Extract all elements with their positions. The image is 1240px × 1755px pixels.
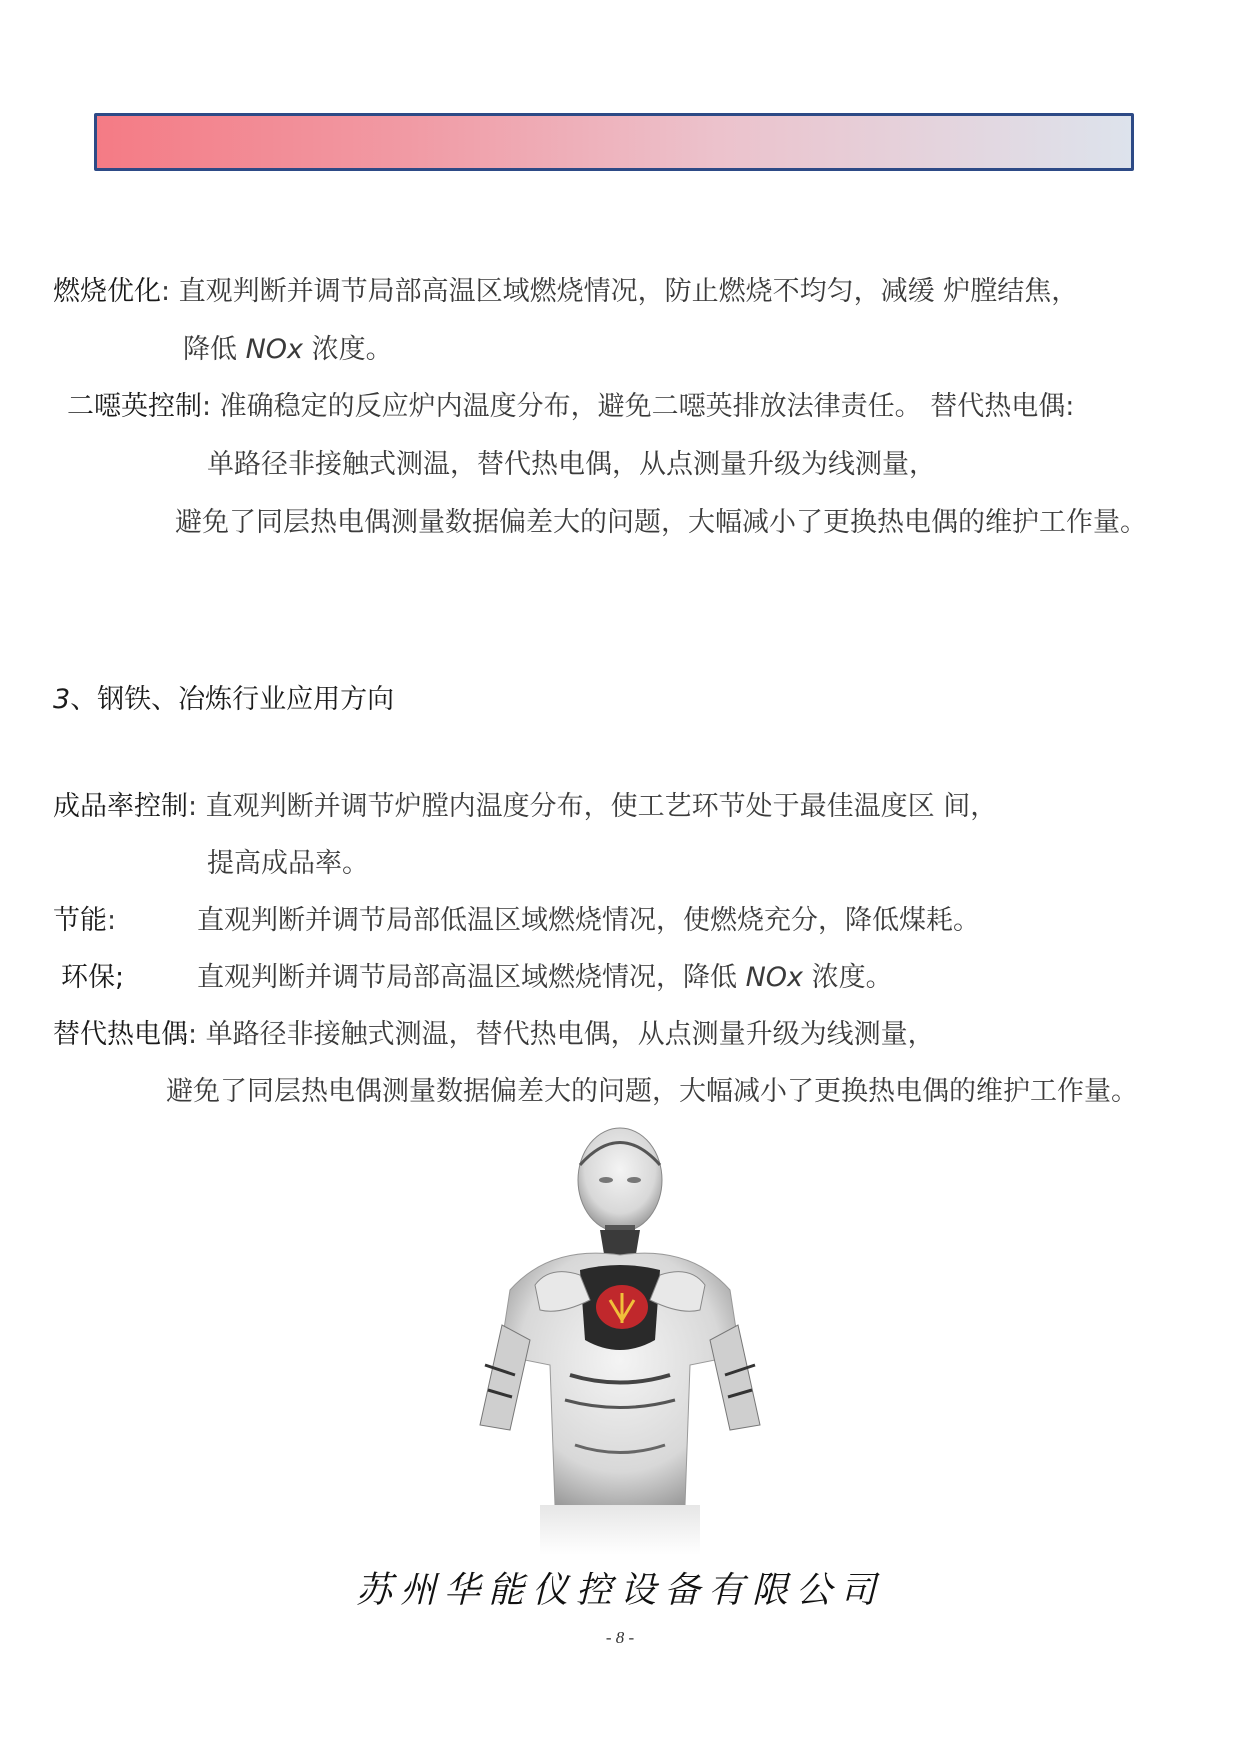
energy-text: 直观判断并调节局部低温区域燃烧情况，使燃烧充分，降低煤耗。 [197,905,980,936]
combustion-text-2c: 浓度。 [303,334,393,365]
dioxin-text: : 准确稳定的反应炉内温度分布，避免二噁英排放法律责任。 替代热电偶: [202,391,1075,422]
yield-line-2: 提高成品率。 [207,848,369,879]
energy-colon: : [107,905,117,936]
energy-line [53,903,116,939]
yield-line-1 [53,789,997,825]
company-name: 苏州华能仪控设备有限公司 [355,1570,884,1611]
energy-label: 节能 [53,905,107,936]
section-title-text: 、钢铁、冶炼行业应用方向 [70,684,395,715]
combustion-line-1 [53,274,1078,310]
env-text-a: 直观判断并调节局部高温区域燃烧情况，降低 [197,962,746,993]
combustion-text-2a: 降低 [183,334,246,365]
section-number: 3 [53,684,71,715]
env-text [197,960,893,996]
env-nox-term: NOx [745,962,804,993]
thermo-label: 替代热电偶 [53,1019,188,1050]
replace-line-1: 单路径非接触式测温，替代热电偶，从点测量升级为线测量， [207,449,936,480]
replace-line-2: 避免了同层热电偶测量数据偏差大的问题，大幅减小了更换热电偶的维护工作量。 [175,507,1147,538]
section-title [53,682,394,718]
header-banner [94,113,1134,171]
env-line [61,960,124,996]
combustion-text: : 直观判断并调节局部高温区域燃烧情况，防止燃烧不均匀，减缓 炉膛结焦， [161,276,1079,307]
dioxin-label: 二噁英控制 [67,391,202,422]
robot-illustration [440,1125,800,1555]
nox-term: NOx [245,334,304,365]
env-text-c: 浓度。 [803,962,893,993]
yield-label: 成品率控制 [53,791,188,822]
combustion-label: 燃烧优化 [53,276,161,307]
combustion-line-2 [183,332,393,368]
env-label: 环保; [61,962,125,993]
thermo-line-1 [53,1017,935,1053]
page-number: - 8 - [605,1628,635,1647]
dioxin-line [67,389,1074,425]
thermo-text: : 单路径非接触式测温，替代热电偶，从点测量升级为线测量， [188,1019,935,1050]
thermo-line-2: 避免了同层热电偶测量数据偏差大的问题，大幅减小了更换热电偶的维护工作量。 [166,1076,1138,1107]
yield-text: : 直观判断并调节炉膛内温度分布，使工艺环节处于最佳温度区 间， [188,791,998,822]
